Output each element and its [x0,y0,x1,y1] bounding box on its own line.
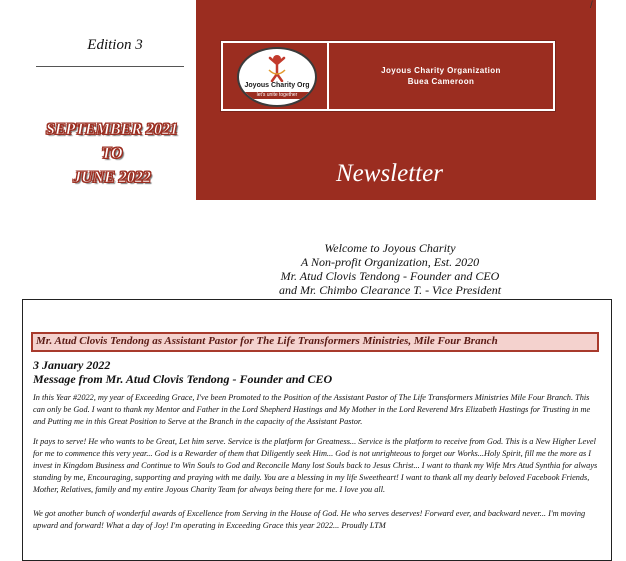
date-range [22,118,202,190]
article-title: Message from Mr. Atud Clovis Tendong - Founder and CEO [33,372,333,386]
article-box [22,299,612,561]
founder-line: Mr. Atud Clovis Tendong - Founder and CEO [280,269,500,283]
vice-president-line: and Mr. Chimbo Clearance T. - Vice President [278,283,502,297]
article-paragraph: In this Year #2022, my year of Exceeding Grace, I've been Promoted to the Position of the Assistant Pastor of The Life Transformers Ministries Mile Four Branch. This can only be God. I want to thank my Mentor and Father in the Lord Shepherd Hastings and My Mother in the Lord Reverend Mrs Elizabeth Hastings for Trusting in me and Putting me in this Great Position to Serve at the Branch in the capacity of the Assistant Pastor. [33,393,591,426]
org-name-line2: Buea Cameroon [407,77,475,86]
org-name-line1: Joyous Charity Organization [381,66,501,75]
welcome-line: Welcome to Joyous Charity [324,241,456,255]
org-name [329,65,553,87]
newsletter-title: Newsletter [336,160,443,187]
edition-divider [36,66,184,67]
edition-label: Edition 3 [87,37,143,53]
date-range-start: SEPTEMBER 2021 [45,121,179,138]
date-range-to: TO [101,145,123,162]
article-headline: Mr. Atud Clovis Tendong as Assistant Pastor for The Life Transformers Ministries, Mile Four Branch [36,335,498,347]
article-paragraph: It pays to serve! He who wants to be Great, Let him serve. Service is the platform for Greatness... Service is the platform to receive from God. This is a New Higher Level for me to commence this very year... God is a Rewarder of them that Diligently seek Him... God is not unrighteous to forget our Works...Holy Spirit, fill me the more as I invest in Kingdom Business and Continue to Win Souls to God and Reconcile Many lost Souls back to Jesus Christ... I want to thank my Wife Mrs Atud Synthia for always standing by me, Encouraging, supporting and praying with me daily. You are a blessing in my life Sweetheart! I want to thank all my dearly beloved Facebook Friends, Mother, Relatives, family and my entire Joyous Charity Team for always being there for me. I love you all. [33,437,598,494]
logo-name: Joyous Charity Org [244,82,310,89]
article-date: 3 January 2022 [33,358,111,372]
date-range-end: JUNE 2022 [73,169,151,186]
logo-tagline: let's unite together [245,92,309,99]
article-paragraph: We got another bunch of wonderful awards of Excellence from Serving in the House of God. He who serves deserves! Forward ever, and backward never... I'm moving upward and forward! What a day of Joy! I'm operating in Exceeding Grace this year 2022... Proudly LTM [33,509,586,530]
org-name-panel [329,43,553,109]
corner-mark: / [590,0,593,11]
organization-logo [237,47,317,107]
logo-panel [223,43,327,109]
tagline: A Non-profit Organization, Est. 2020 [300,255,480,269]
welcome-block [240,241,540,297]
article-headline-box [31,332,599,352]
newsletter-banner [196,0,596,200]
logo-box [220,40,556,112]
person-icon [266,54,288,82]
